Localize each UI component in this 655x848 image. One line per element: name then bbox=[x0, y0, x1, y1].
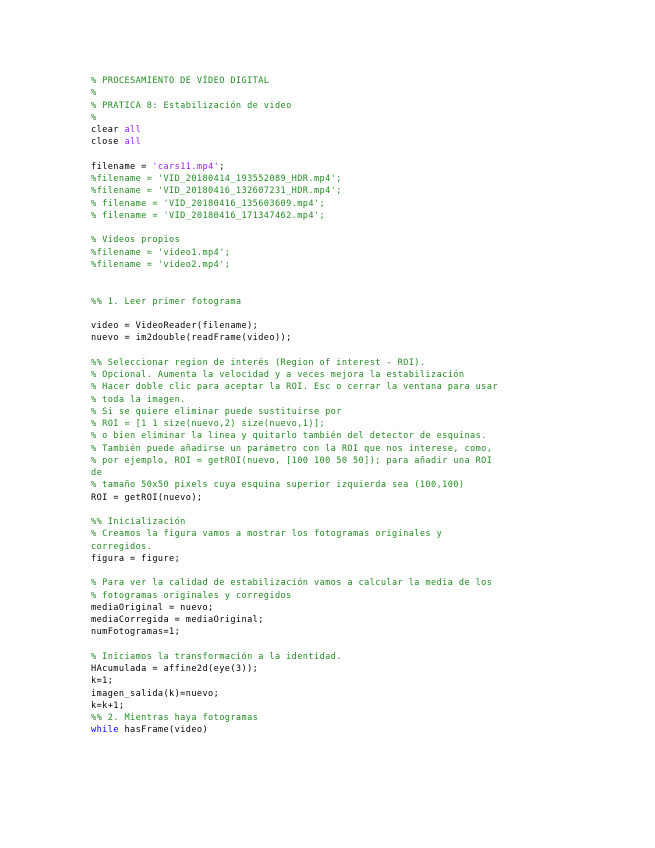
comment-token: % Opcional. Aumenta la velocidad y a veces mejora la estabilización bbox=[91, 370, 465, 380]
code-line bbox=[91, 381, 571, 393]
comment-token: % PROCESAMIENTO DE VÍDEO DIGITAL bbox=[91, 76, 270, 86]
code-line bbox=[91, 700, 571, 712]
comment-token: %filename = 'video1.mp4'; bbox=[91, 247, 231, 258]
comment-token: % Si se quiere eliminar puede sustituirse por bbox=[91, 406, 342, 417]
code-line bbox=[91, 639, 571, 651]
string-token: all bbox=[124, 125, 142, 135]
code-line bbox=[91, 688, 571, 700]
comment-token: % o bien eliminar la linea y quitarlo también del detector de esquinas. bbox=[91, 431, 487, 442]
code-line bbox=[91, 173, 571, 185]
code-line bbox=[91, 565, 571, 577]
comment-token: % Videos propios bbox=[91, 235, 181, 246]
code-token: numFotogramas=1; bbox=[91, 627, 181, 638]
code-token: hasFrame(video) bbox=[124, 725, 209, 736]
comment-token: % filename = 'VID_20180416_135603609.mp4'; bbox=[91, 198, 326, 209]
code-token: HAcumulada = affine2d(eye(3)); bbox=[91, 664, 259, 674]
comment-token: % fotogramas originales y corregidos bbox=[91, 590, 292, 601]
code-token: imagen_salida(k)=nuevo; bbox=[91, 688, 220, 699]
code-line bbox=[91, 112, 571, 124]
code-listing bbox=[91, 75, 571, 737]
code-line bbox=[91, 198, 571, 210]
code-line bbox=[91, 663, 571, 675]
code-token: clear bbox=[91, 125, 125, 135]
code-line bbox=[91, 75, 571, 87]
code-line bbox=[91, 161, 571, 173]
code-line bbox=[91, 626, 571, 638]
code-line bbox=[91, 87, 571, 99]
code-line bbox=[91, 406, 571, 418]
code-token: filename = bbox=[91, 161, 153, 172]
code-line bbox=[91, 516, 571, 528]
comment-token: %% Inicialización bbox=[91, 517, 186, 527]
code-token: nuevo = im2double(readFrame(video)); bbox=[91, 333, 292, 344]
code-line bbox=[91, 602, 571, 614]
code-line bbox=[91, 345, 571, 357]
code-line bbox=[91, 492, 571, 504]
code-line bbox=[91, 479, 571, 491]
comment-token: corregidos. bbox=[91, 541, 153, 552]
code-line bbox=[91, 185, 571, 197]
code-line bbox=[91, 308, 571, 320]
string-token: all bbox=[124, 137, 142, 148]
comment-token: %filename = 'VID_20180414_193552089_HDR.mp4'; bbox=[91, 174, 342, 184]
code-line bbox=[91, 553, 571, 565]
code-token: ; bbox=[219, 161, 225, 172]
comment-token: % ROI = [1 1 size(nuevo,2) size(nuevo,1)]; bbox=[91, 419, 326, 429]
code-line bbox=[91, 614, 571, 626]
code-token: k=k+1; bbox=[91, 700, 125, 711]
comment-token: % por ejemplo, ROI = getROI(nuevo, [100 100 50 50]); para añadir una ROI bbox=[91, 455, 493, 466]
code-line bbox=[91, 467, 571, 479]
code-line bbox=[91, 296, 571, 308]
comment-token: % También puede añadirse un parámetro con la ROI que nos interese, como, bbox=[91, 443, 493, 454]
code-token: video = VideoReader(filename); bbox=[91, 321, 259, 331]
code-line bbox=[91, 124, 571, 136]
comment-token: % bbox=[91, 112, 97, 123]
code-line bbox=[91, 210, 571, 222]
code-line bbox=[91, 271, 571, 283]
code-line bbox=[91, 577, 571, 589]
comment-token: %% 2. Mientras haya fotogramas bbox=[91, 713, 259, 723]
code-line bbox=[91, 283, 571, 295]
code-line bbox=[91, 394, 571, 406]
code-line bbox=[91, 247, 571, 259]
code-line bbox=[91, 675, 571, 687]
comment-token: % toda la imagen. bbox=[91, 394, 186, 405]
code-line bbox=[91, 259, 571, 271]
comment-token: % Creamos la figura vamos a mostrar los fotogramas originales y bbox=[91, 529, 443, 540]
code-line bbox=[91, 430, 571, 442]
code-line bbox=[91, 651, 571, 663]
code-line bbox=[91, 234, 571, 246]
comment-token: %% 1. Leer primer fotograma bbox=[91, 296, 242, 307]
code-line bbox=[91, 149, 571, 161]
comment-token: % filename = 'VID_20180416_171347462.mp4'; bbox=[91, 210, 326, 221]
comment-token: %% Seleccionar region de interés (Region of interest - ROI). bbox=[91, 357, 426, 368]
code-line bbox=[91, 590, 571, 602]
comment-token: % Iniciamos la transformación a la identidad. bbox=[91, 651, 342, 662]
comment-token: %filename = 'video2.mp4'; bbox=[91, 259, 231, 270]
code-token: mediaCorregida = mediaOriginal; bbox=[91, 615, 264, 625]
comment-token: % PRATICA 8: Estabilización de video bbox=[91, 100, 292, 111]
code-token: k=1; bbox=[91, 676, 114, 687]
code-line bbox=[91, 320, 571, 332]
code-token: mediaOriginal = nuevo; bbox=[91, 602, 214, 613]
code-line bbox=[91, 100, 571, 112]
comment-token: % bbox=[91, 88, 97, 99]
code-token: ROI = getROI(nuevo); bbox=[91, 492, 203, 503]
code-token: figura = figure; bbox=[91, 553, 181, 564]
code-line bbox=[91, 528, 571, 540]
code-line bbox=[91, 504, 571, 516]
code-token: close bbox=[91, 137, 125, 148]
string-token: 'cars11.mp4' bbox=[152, 161, 220, 172]
comment-token: % Para ver la calidad de estabilización vamos a calcular la media de los bbox=[91, 578, 493, 589]
code-line bbox=[91, 136, 571, 148]
code-line bbox=[91, 443, 571, 455]
comment-token: de bbox=[91, 468, 103, 478]
comment-token: %filename = 'VID_20180416_132607231_HDR.mp4'; bbox=[91, 186, 342, 197]
keyword-token: while bbox=[91, 725, 125, 736]
code-line bbox=[91, 541, 571, 553]
code-line bbox=[91, 455, 571, 467]
code-line bbox=[91, 332, 571, 344]
code-line bbox=[91, 369, 571, 381]
code-line bbox=[91, 724, 571, 736]
code-line bbox=[91, 357, 571, 369]
comment-token: % tamaño 50x50 pixels cuya esquina superior izquierda sea (100,100) bbox=[91, 480, 465, 491]
code-line bbox=[91, 222, 571, 234]
code-line bbox=[91, 712, 571, 724]
code-line bbox=[91, 418, 571, 430]
comment-token: % Hacer doble clic para aceptar la ROI. Esc o cerrar la ventana para usar bbox=[91, 382, 498, 393]
